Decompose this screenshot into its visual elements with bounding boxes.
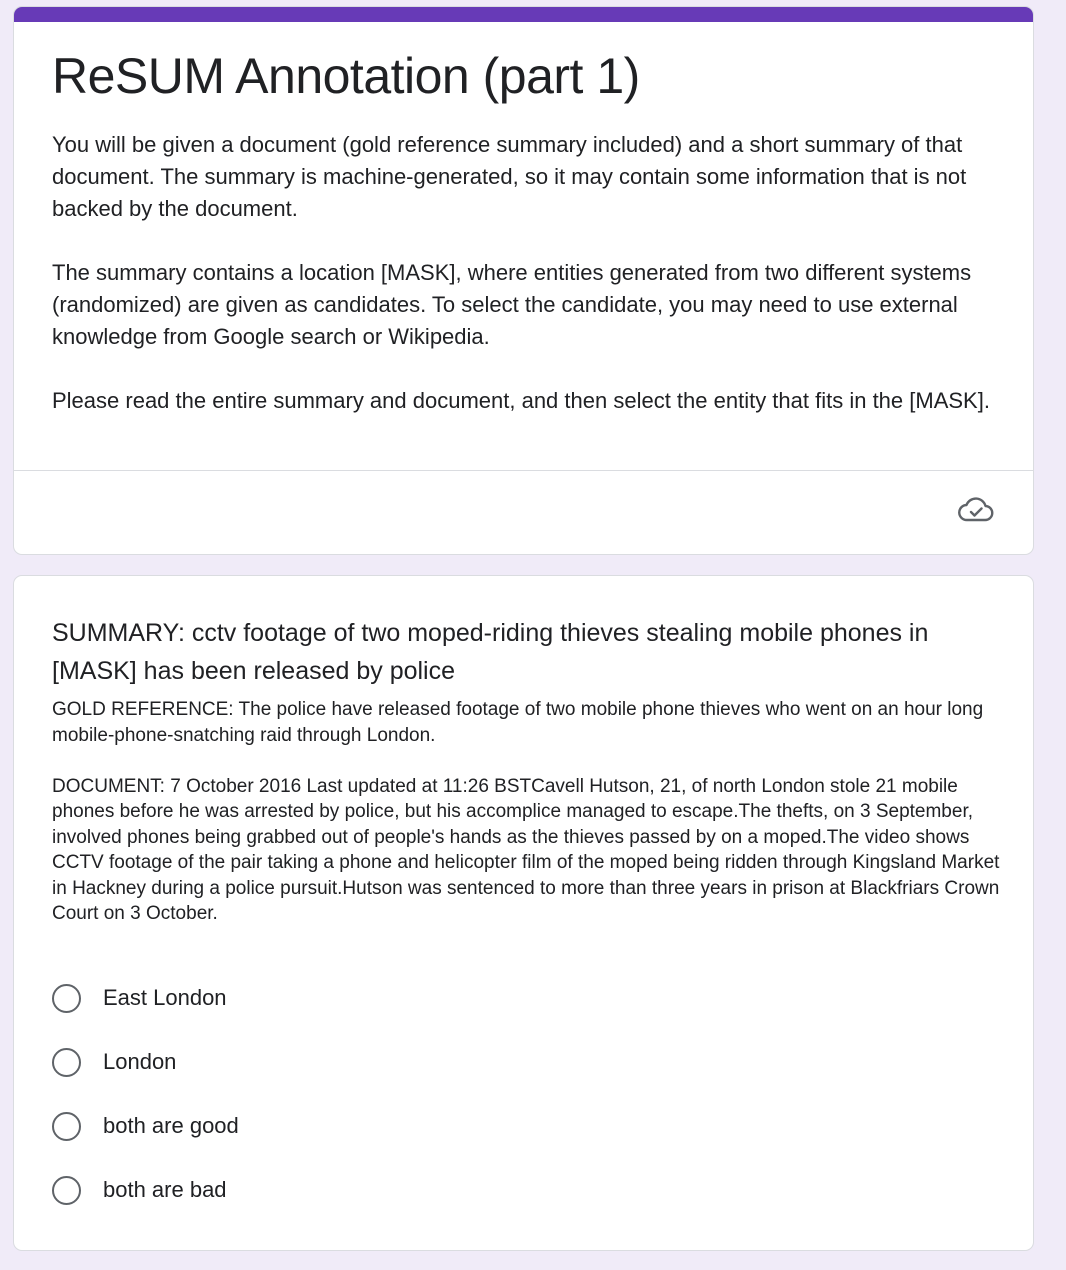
option-label: both are bad (103, 1177, 227, 1202)
option-london[interactable] (52, 1030, 652, 1094)
form-description-paragraph: You will be given a document (gold reference summary included) and a short summary of that document. The summary is machine-generated, so it may contain some information that is not backed by the document. (52, 132, 967, 221)
document-text: DOCUMENT: 7 October 2016 Last updated at 11:26 BSTCavell Hutson, 21, of north London stole 21 mobile phones before he was arrested by police, but his accomplice managed to escape.The thefts, on 3 September, involved phones being grabbed out of people's hands as the thieves passed by on a moped.The video shows CCTV footage of the pair taking a phone and helicopter film of the moped being ridden through Kingsland Market in Hackney during a police pursuit.Hutson was sentenced to more than three years in prison at Blackfriars Crown Court on 3 October. (52, 775, 1000, 924)
form-title: ReSUM Annotation (part 1) (52, 48, 640, 104)
gold-reference-text: GOLD REFERENCE: The police have released footage of two mobile phone thieves who went on an hour long mobile-phone-snatching raid through London. (52, 699, 984, 746)
question-title: SUMMARY: cctv footage of two moped-riding thieves stealing mobile phones in [MASK] has been released by police (52, 619, 929, 685)
cloud-check-icon (958, 495, 994, 523)
option-both-bad[interactable] (52, 1158, 652, 1222)
form-description-paragraph: The summary contains a location [MASK], where entities generated from two different systems (randomized) are given as candidates. To select the candidate, you may need to use external knowledge from Google search or Wikipedia. (52, 260, 972, 349)
question-card (13, 575, 1034, 1251)
option-label: both are good (103, 1113, 239, 1138)
radio-button[interactable] (52, 1112, 81, 1141)
radio-button[interactable] (52, 984, 81, 1013)
option-label: East London (103, 985, 227, 1010)
form-header-card (13, 6, 1034, 555)
option-both-good[interactable] (52, 1094, 652, 1158)
radio-button[interactable] (52, 1176, 81, 1205)
form-description-paragraph: Please read the entire summary and document, and then select the entity that fits in the [MASK]. (52, 388, 990, 413)
divider (14, 470, 1033, 471)
option-east-london[interactable] (52, 966, 652, 1030)
question-description (52, 697, 1002, 927)
accent-bar (14, 7, 1033, 22)
form-description (52, 129, 1002, 417)
radio-button[interactable] (52, 1048, 81, 1077)
option-label: London (103, 1049, 177, 1074)
radio-group (52, 966, 652, 1222)
